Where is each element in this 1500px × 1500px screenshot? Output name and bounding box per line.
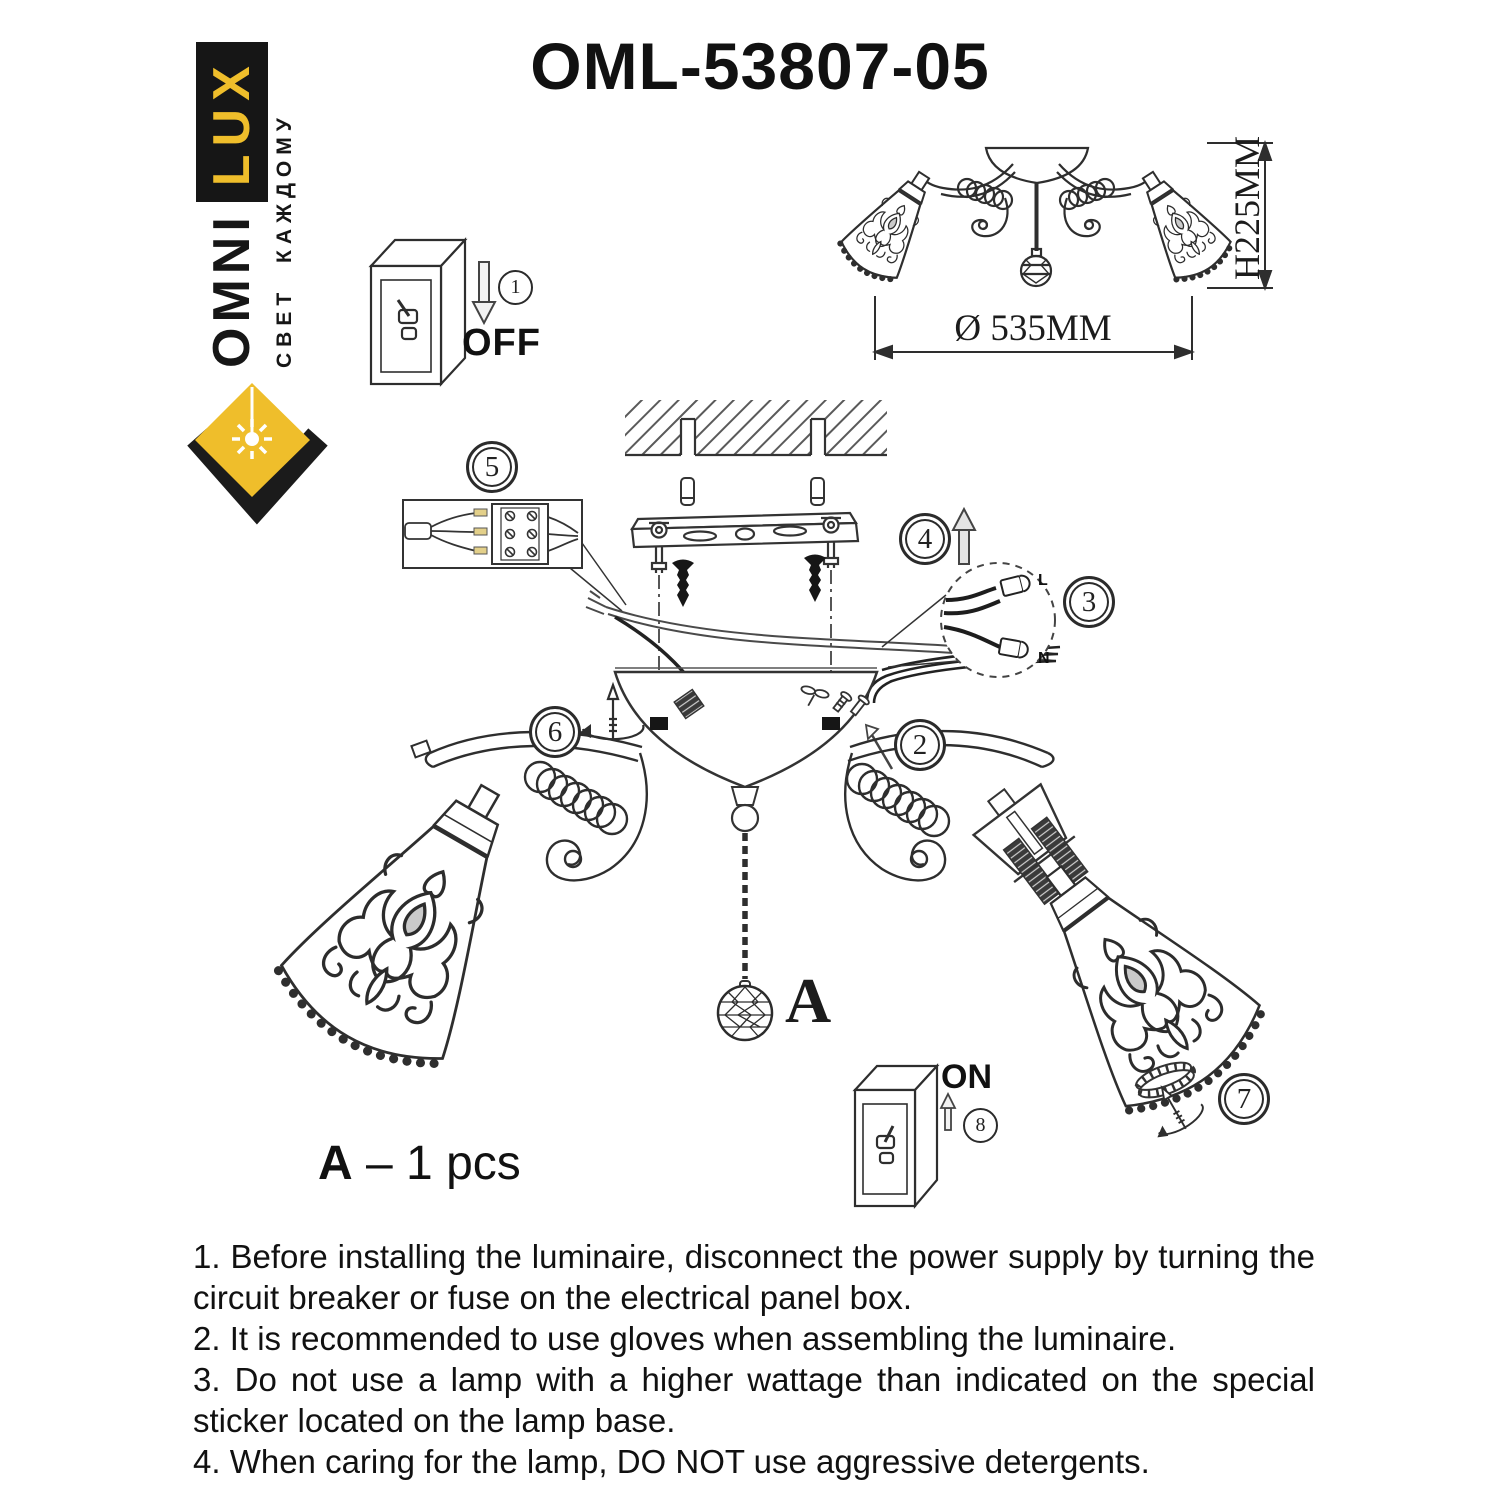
chain-and-crystal: [718, 833, 772, 1040]
height-dimension-label: H225MM: [1227, 135, 1267, 280]
step-circle-1: 1: [498, 270, 533, 305]
wire-ferrules: [474, 509, 487, 554]
arrow-up-icon: [953, 509, 975, 564]
lamp-overview-diagram: [855, 128, 1315, 378]
step-circle-4: 4: [899, 513, 951, 565]
mounting-bracket: [632, 513, 858, 573]
instruction-item-2: 2. It is recommended to use gloves when assembling the luminaire.: [193, 1320, 1177, 1357]
arrow-up-icon: [941, 1094, 955, 1130]
arrow-up-left-icon: [866, 725, 892, 769]
parts-note-part: A: [318, 1137, 353, 1190]
model-title: OML-53807-05: [530, 29, 990, 103]
instruction-item-4: 4. When caring for the lamp, DO NOT use aggressive detergents.: [193, 1443, 1150, 1480]
step-circle-5: 5: [466, 441, 518, 493]
switch-box-side: [915, 1066, 937, 1206]
on-label: ON: [941, 1058, 992, 1096]
live-wire-label: L: [1038, 572, 1048, 589]
step-circle-6: 6: [529, 706, 581, 758]
neutral-wire-label: N: [1038, 650, 1050, 667]
canopy: [615, 668, 877, 831]
arrow-down-icon: [473, 262, 495, 323]
step-circle-8: 8: [963, 1108, 998, 1143]
step-circle-2: 2: [894, 719, 946, 771]
set-screw-right: [822, 717, 840, 730]
overview-crystal-ball: [1021, 256, 1051, 286]
overview-right-shade: [1120, 157, 1237, 288]
diameter-dimension-label: Ø 535MM: [954, 308, 1112, 349]
step-circle-3: 3: [1063, 576, 1115, 628]
brand-lux-text: LUX: [196, 42, 268, 202]
brand-tagline: СВЕТ КАЖДОМУ: [273, 112, 296, 368]
off-switch-diagram: [365, 230, 515, 400]
overview-left-shade: [835, 157, 952, 288]
step-circle-7: 7: [1218, 1073, 1270, 1125]
wall-anchors: [681, 478, 824, 505]
wire-connector-detail: [941, 563, 1055, 677]
terminal-block: [492, 504, 548, 564]
mounting-screws: [672, 555, 826, 608]
instruction-item-3: 3. Do not use a lamp with a higher wattage than indicated on the special sticker located on the lamp base.: [193, 1361, 1315, 1439]
instructions-list: [193, 1236, 1315, 1482]
overview-left-arm: [921, 164, 1015, 236]
off-label: OFF: [462, 322, 541, 364]
set-screw-left: [650, 717, 668, 730]
brand-logo: [196, 18, 268, 368]
parts-count-note: [318, 1136, 521, 1191]
terminal-callout-box: [403, 500, 626, 611]
parts-note-rest: – 1 pcs: [366, 1137, 521, 1190]
finial-ball: [732, 805, 758, 831]
overview-right-arm: [1057, 164, 1151, 236]
pendant-part-label: A: [785, 965, 832, 1036]
left-shade: [265, 744, 571, 1087]
brand-omni-text: OMNI: [203, 212, 261, 368]
ceiling-section: [625, 400, 887, 456]
instruction-item-1: 1. Before installing the luminaire, disconnect the power supply by turning the circuit breaker or fuse on the electrical panel box.: [193, 1238, 1315, 1316]
bracket-screw-left: [649, 523, 669, 574]
